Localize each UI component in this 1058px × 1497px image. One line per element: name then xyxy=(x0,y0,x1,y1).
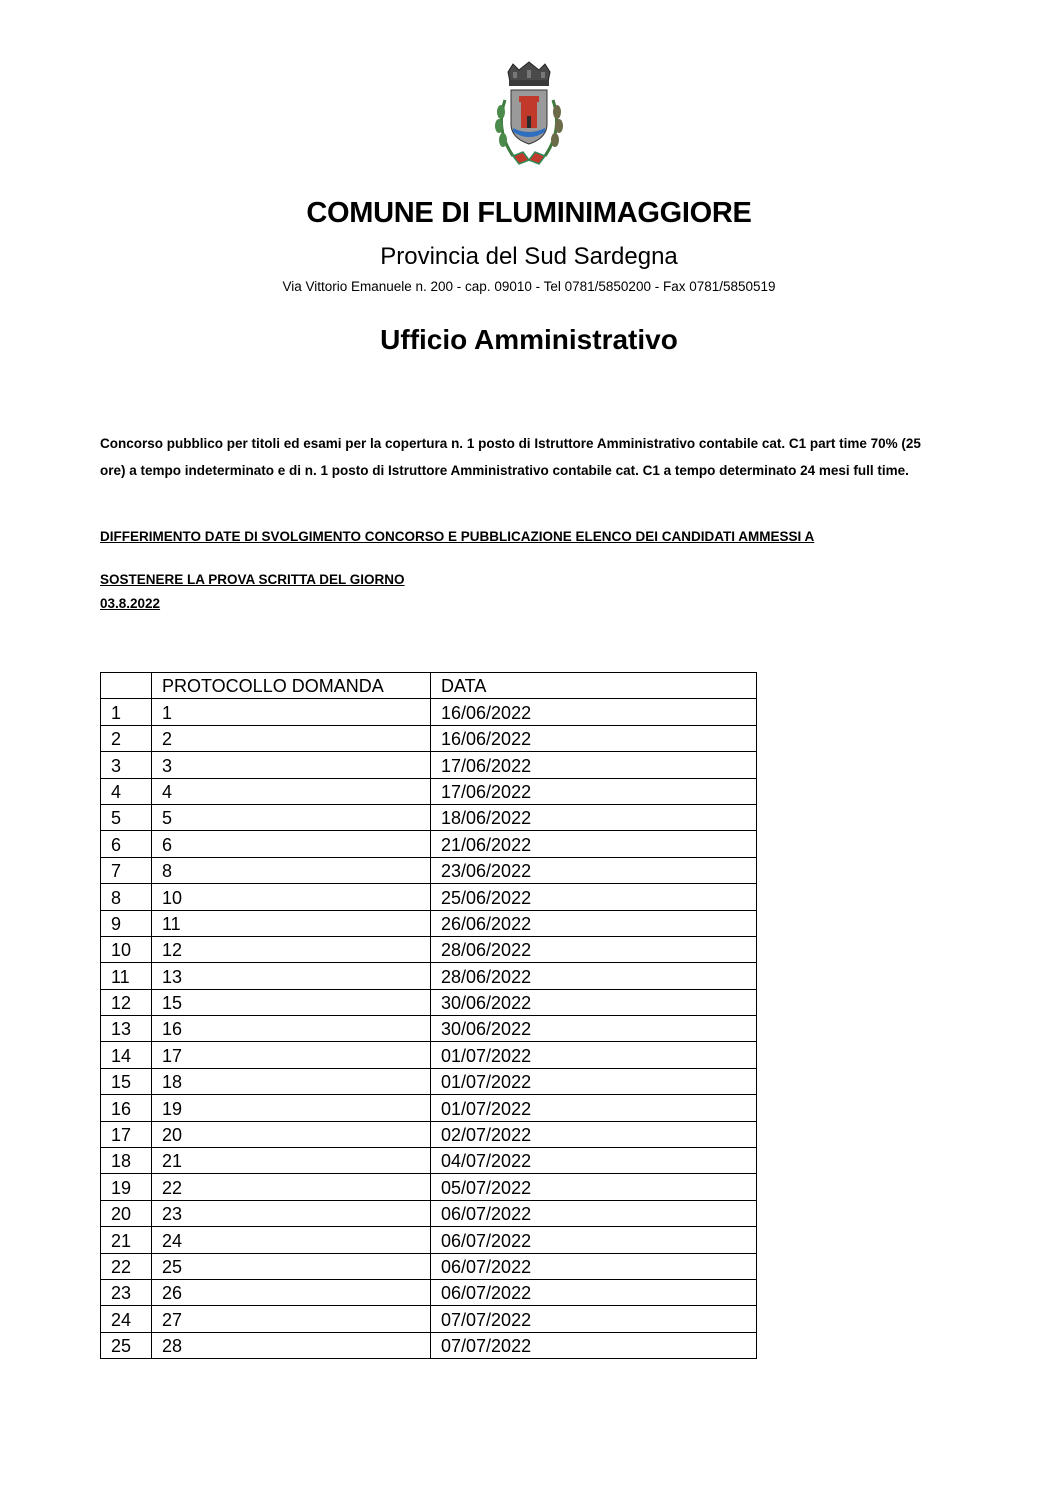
row-index: 21 xyxy=(101,1227,152,1253)
row-index: 8 xyxy=(101,884,152,910)
row-date: 26/06/2022 xyxy=(431,910,757,936)
row-index: 4 xyxy=(101,778,152,804)
row-date: 25/06/2022 xyxy=(431,884,757,910)
row-date: 06/07/2022 xyxy=(431,1227,757,1253)
row-index: 3 xyxy=(101,752,152,778)
row-protocol: 15 xyxy=(152,989,431,1015)
table-row xyxy=(101,1253,757,1279)
row-protocol: 8 xyxy=(152,857,431,883)
header-protocol: PROTOCOLLO DOMANDA xyxy=(152,673,431,699)
row-date: 04/07/2022 xyxy=(431,1148,757,1174)
row-date: 18/06/2022 xyxy=(431,804,757,830)
row-protocol: 19 xyxy=(152,1095,431,1121)
row-index: 19 xyxy=(101,1174,152,1200)
row-index: 17 xyxy=(101,1121,152,1147)
row-protocol: 18 xyxy=(152,1068,431,1094)
row-date: 30/06/2022 xyxy=(431,989,757,1015)
header-date: DATA xyxy=(431,673,757,699)
row-protocol: 10 xyxy=(152,884,431,910)
row-date: 28/06/2022 xyxy=(431,936,757,962)
row-date: 06/07/2022 xyxy=(431,1253,757,1279)
row-protocol: 20 xyxy=(152,1121,431,1147)
office-title: Ufficio Amministrativo xyxy=(380,324,678,355)
municipal-crest-icon xyxy=(483,60,575,178)
row-protocol: 6 xyxy=(152,831,431,857)
row-date: 17/06/2022 xyxy=(431,778,757,804)
row-index: 6 xyxy=(101,831,152,857)
admitted-candidates-table xyxy=(100,672,757,1359)
row-date: 07/07/2022 xyxy=(431,1306,757,1332)
table-row xyxy=(101,1095,757,1121)
table-row xyxy=(101,1332,757,1358)
row-index: 1 xyxy=(101,699,152,725)
row-index: 23 xyxy=(101,1279,152,1305)
province-name: Provincia del Sud Sardegna xyxy=(380,243,678,270)
row-date: 06/07/2022 xyxy=(431,1200,757,1226)
notice-line-1: DIFFERIMENTO DATE DI SVOLGIMENTO CONCORSO E PUBBLICAZIONE ELENCO DEI CANDIDATI AMMESSI A xyxy=(100,529,815,544)
row-index: 15 xyxy=(101,1068,152,1094)
row-index: 13 xyxy=(101,1016,152,1042)
row-protocol: 4 xyxy=(152,778,431,804)
notice-line-2: SOSTENERE LA PROVA SCRITTA DEL GIORNO xyxy=(100,572,405,587)
table-row xyxy=(101,699,757,725)
row-date: 02/07/2022 xyxy=(431,1121,757,1147)
table-row xyxy=(101,963,757,989)
municipality-address: Via Vittorio Emanuele n. 200 - cap. 09010 - Tel 0781/5850200 - Fax 0781/5850519 xyxy=(282,279,776,294)
row-date: 21/06/2022 xyxy=(431,831,757,857)
table-row xyxy=(101,1042,757,1068)
row-protocol: 28 xyxy=(152,1332,431,1358)
row-date: 16/06/2022 xyxy=(431,725,757,751)
row-protocol: 21 xyxy=(152,1148,431,1174)
row-date: 07/07/2022 xyxy=(431,1332,757,1358)
table-header-row xyxy=(101,673,757,699)
row-date: 16/06/2022 xyxy=(431,699,757,725)
row-index: 5 xyxy=(101,804,152,830)
row-date: 01/07/2022 xyxy=(431,1095,757,1121)
row-date: 05/07/2022 xyxy=(431,1174,757,1200)
row-index: 22 xyxy=(101,1253,152,1279)
table-row xyxy=(101,857,757,883)
row-index: 24 xyxy=(101,1306,152,1332)
table-row xyxy=(101,1068,757,1094)
row-index: 9 xyxy=(101,910,152,936)
row-date: 01/07/2022 xyxy=(431,1068,757,1094)
row-index: 25 xyxy=(101,1332,152,1358)
row-protocol: 2 xyxy=(152,725,431,751)
row-protocol: 16 xyxy=(152,1016,431,1042)
row-protocol: 12 xyxy=(152,936,431,962)
table-row xyxy=(101,1227,757,1253)
table-row xyxy=(101,1121,757,1147)
notice-date: 03.8.2022 xyxy=(100,596,161,611)
coat-of-arms-icon xyxy=(483,60,575,178)
row-date: 30/06/2022 xyxy=(431,1016,757,1042)
competition-description: Concorso pubblico per titoli ed esami per la copertura n. 1 posto di Istruttore Amministrativo contabile cat. C1 part time 70% (25 ore) a tempo indeterminato e di n. 1 posto di Istruttore Amministrativo contabile cat. C1 a tempo determinato 24 mesi full time. xyxy=(100,436,921,478)
row-protocol: 24 xyxy=(152,1227,431,1253)
table-row xyxy=(101,989,757,1015)
row-protocol: 22 xyxy=(152,1174,431,1200)
row-index: 18 xyxy=(101,1148,152,1174)
header-index xyxy=(101,673,152,699)
row-date: 06/07/2022 xyxy=(431,1279,757,1305)
row-index: 2 xyxy=(101,725,152,751)
row-protocol: 23 xyxy=(152,1200,431,1226)
table-row xyxy=(101,831,757,857)
row-protocol: 17 xyxy=(152,1042,431,1068)
row-index: 7 xyxy=(101,857,152,883)
table-row xyxy=(101,1016,757,1042)
table-row xyxy=(101,884,757,910)
row-protocol: 3 xyxy=(152,752,431,778)
row-index: 10 xyxy=(101,936,152,962)
table-row xyxy=(101,1174,757,1200)
row-protocol: 27 xyxy=(152,1306,431,1332)
table-row xyxy=(101,910,757,936)
row-protocol: 5 xyxy=(152,804,431,830)
row-protocol: 11 xyxy=(152,910,431,936)
municipality-title: COMUNE DI FLUMINIMAGGIORE xyxy=(306,197,752,229)
row-date: 28/06/2022 xyxy=(431,963,757,989)
table-row xyxy=(101,1306,757,1332)
row-protocol: 13 xyxy=(152,963,431,989)
table-row xyxy=(101,936,757,962)
row-date: 17/06/2022 xyxy=(431,752,757,778)
table-row xyxy=(101,804,757,830)
row-index: 16 xyxy=(101,1095,152,1121)
row-protocol: 25 xyxy=(152,1253,431,1279)
table-row xyxy=(101,725,757,751)
row-index: 12 xyxy=(101,989,152,1015)
row-index: 14 xyxy=(101,1042,152,1068)
row-protocol: 26 xyxy=(152,1279,431,1305)
table-row xyxy=(101,1148,757,1174)
row-date: 23/06/2022 xyxy=(431,857,757,883)
table-row xyxy=(101,1200,757,1226)
table-row xyxy=(101,778,757,804)
table-row xyxy=(101,1279,757,1305)
row-index: 20 xyxy=(101,1200,152,1226)
table-row xyxy=(101,752,757,778)
row-index: 11 xyxy=(101,963,152,989)
row-protocol: 1 xyxy=(152,699,431,725)
row-date: 01/07/2022 xyxy=(431,1042,757,1068)
